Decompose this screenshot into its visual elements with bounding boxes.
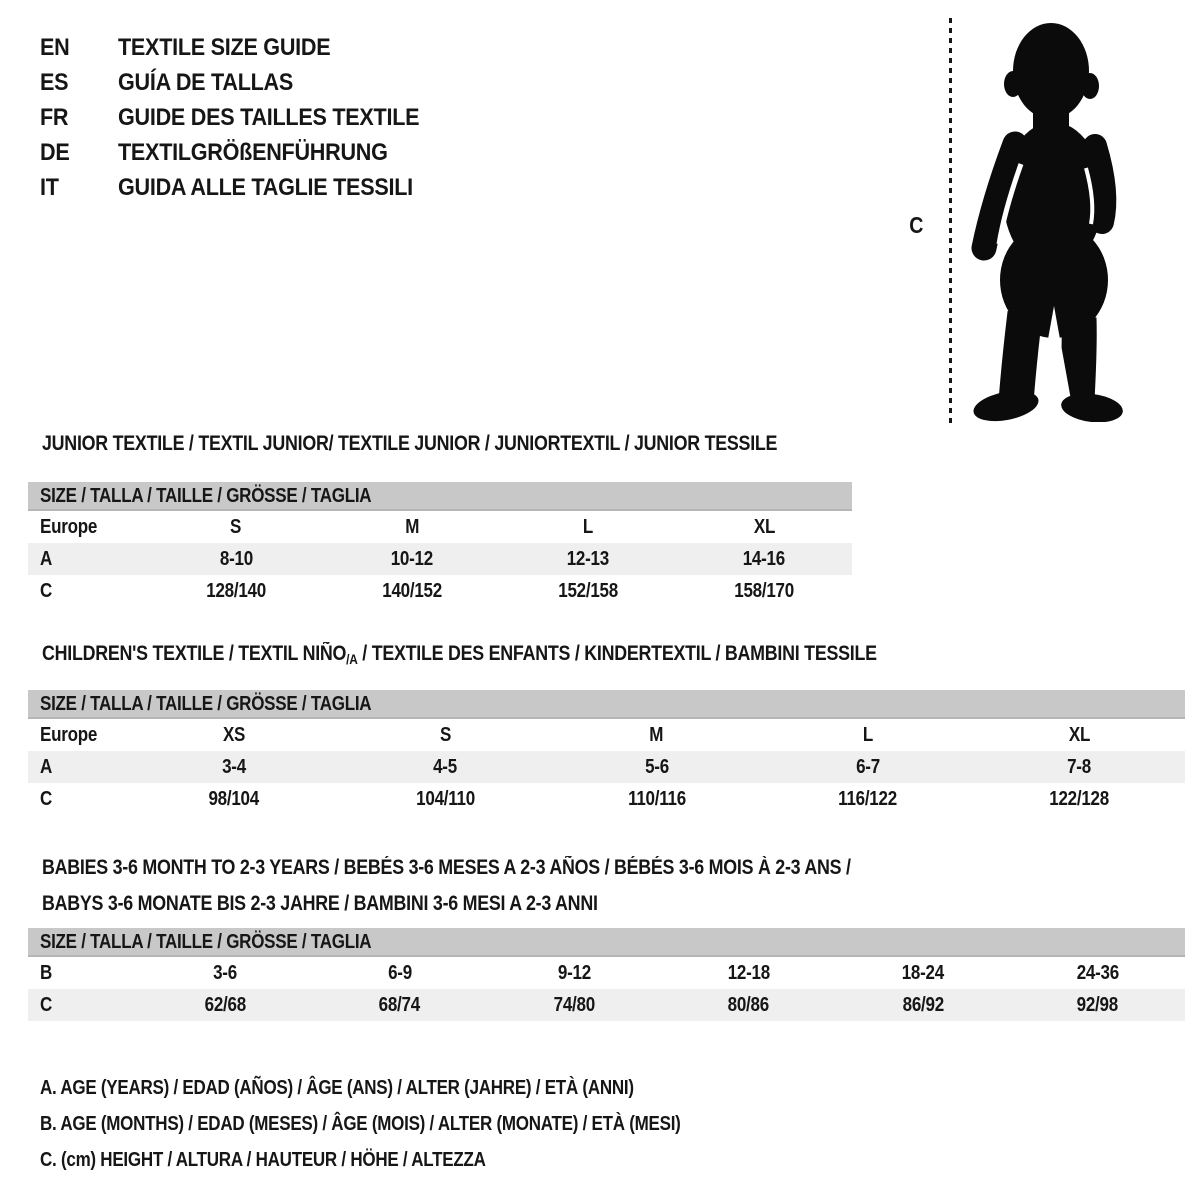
- babies-size-table: [28, 928, 1185, 1021]
- size-cell: M: [405, 516, 419, 538]
- language-code: DE: [40, 138, 70, 166]
- height-cell: 68/74: [379, 994, 421, 1016]
- age-cell: 10-12: [390, 548, 434, 570]
- table-row-europe: [28, 511, 852, 543]
- language-row-it: [40, 170, 453, 205]
- size-cell: S: [439, 724, 451, 746]
- row-label: C: [40, 994, 53, 1016]
- junior-section-title: JUNIOR TEXTILE / TEXTIL JUNIOR/ TEXTILE JUNIOR / JUNIORTEXTIL / JUNIOR TESSILE: [42, 432, 778, 455]
- table-row-europe: [28, 719, 1185, 751]
- height-cell: 110/116: [627, 788, 686, 810]
- height-cell: 116/122: [838, 788, 898, 810]
- language-label: GUIDE DES TAILLES TEXTILE: [118, 103, 420, 131]
- size-table-header: SIZE / TALLA / TAILLE / GRÖSSE / TAGLIA: [28, 482, 852, 511]
- height-cell: 98/104: [208, 788, 259, 810]
- row-label: A: [40, 756, 53, 778]
- size-cell: XL: [1068, 724, 1090, 746]
- table-row-height: [28, 989, 1185, 1021]
- legend-line-b: B. AGE (MONTHS) / EDAD (MESES) / ÂGE (MOIS) / ALTER (MONATE) / ETÀ (MESI): [40, 1113, 681, 1135]
- legend-line-c: C. (cm) HEIGHT / ALTURA / HAUTEUR / HÖHE / ALTEZZA: [40, 1149, 486, 1171]
- height-cell: 80/86: [728, 994, 770, 1016]
- age-cell: 24-36: [1076, 962, 1119, 984]
- language-row-en: [40, 30, 453, 65]
- row-label: C: [40, 580, 53, 602]
- height-cell: 62/68: [204, 994, 246, 1016]
- age-cell: 3-6: [213, 962, 238, 984]
- table-row-months: [28, 957, 1185, 989]
- row-label: C: [40, 788, 53, 810]
- height-cell: 122/128: [1049, 788, 1110, 810]
- language-code: EN: [40, 33, 70, 61]
- language-row-fr: [40, 100, 453, 135]
- height-cell: 104/110: [415, 788, 475, 810]
- size-cell: L: [582, 516, 594, 538]
- language-code: IT: [40, 173, 59, 201]
- height-cell: 74/80: [553, 994, 595, 1016]
- age-cell: 18-24: [902, 962, 945, 984]
- size-cell: L: [862, 724, 873, 746]
- row-label: A: [40, 548, 53, 570]
- size-cell: XL: [753, 516, 775, 538]
- age-cell: 14-16: [742, 548, 786, 570]
- height-cell: 158/170: [734, 580, 794, 602]
- age-cell: 12-18: [727, 962, 770, 984]
- age-cell: 4-5: [433, 756, 458, 778]
- age-cell: 12-13: [566, 548, 610, 570]
- size-cell: S: [230, 516, 242, 538]
- age-cell: 7-8: [1067, 756, 1092, 778]
- size-cell: M: [649, 724, 664, 746]
- language-label: TEXTILE SIZE GUIDE: [118, 33, 331, 61]
- measure-label-c: C: [909, 212, 924, 238]
- language-label: GUÍA DE TALLAS: [118, 68, 294, 96]
- language-label: TEXTILGRÖßENFÜHRUNG: [118, 138, 388, 166]
- age-cell: 8-10: [219, 548, 253, 570]
- row-label: Europe: [40, 724, 98, 746]
- age-cell: 9-12: [557, 962, 591, 984]
- size-table-header: SIZE / TALLA / TAILLE / GRÖSSE / TAGLIA: [28, 690, 1185, 719]
- language-row-de: [40, 135, 453, 170]
- junior-size-table: [28, 482, 852, 607]
- table-row-age: [28, 543, 852, 575]
- language-code: FR: [40, 103, 69, 131]
- language-code: ES: [40, 68, 69, 96]
- age-cell: 5-6: [644, 756, 669, 778]
- size-table-header: SIZE / TALLA / TAILLE / GRÖSSE / TAGLIA: [28, 928, 1185, 957]
- size-cell: XS: [222, 724, 245, 746]
- baby-silhouette: [963, 18, 1141, 422]
- nino-a-subscript: /A: [346, 651, 358, 667]
- table-row-age: [28, 751, 1185, 783]
- height-measure-dashed-line: [949, 18, 952, 426]
- age-cell: 6-7: [856, 756, 880, 778]
- height-cell: 92/98: [1077, 994, 1119, 1016]
- babies-section-title: BABIES 3-6 MONTH TO 2-3 YEARS / BEBÉS 3-6 MESES A 2-3 AÑOS / BÉBÉS 3-6 MOIS À 2-3 ANS / BABYS 3-6 MONATE BIS 2-3 JAHRE / BAMBINI 3-6 MESI A 2-3 ANNI: [42, 856, 851, 915]
- height-cell: 152/158: [558, 580, 618, 602]
- language-row-es: [40, 65, 453, 100]
- row-label: Europe: [40, 516, 98, 538]
- height-cell: 86/92: [902, 994, 944, 1016]
- row-label: B: [40, 962, 53, 984]
- height-cell: 128/140: [206, 580, 266, 602]
- height-cell: 140/152: [382, 580, 442, 602]
- children-section-title: CHILDREN'S TEXTILE / TEXTIL $NIÑO_{/A}$ / TEXTILE DES ENFANTS / KINDERTEXTIL / BAMBINI TESSILE: [42, 642, 877, 667]
- table-row-height: [28, 575, 852, 607]
- table-row-height: [28, 783, 1185, 815]
- legend: [40, 1070, 794, 1178]
- age-cell: 3-4: [221, 756, 246, 778]
- children-size-table: [28, 690, 1185, 815]
- language-label: GUIDA ALLE TAGLIE TESSILI: [118, 173, 413, 201]
- age-cell: 6-9: [387, 962, 412, 984]
- legend-line-a: A. AGE (YEARS) / EDAD (AÑOS) / ÂGE (ANS) / ALTER (JAHRE) / ETÀ (ANNI): [40, 1077, 634, 1099]
- language-header: [40, 30, 453, 205]
